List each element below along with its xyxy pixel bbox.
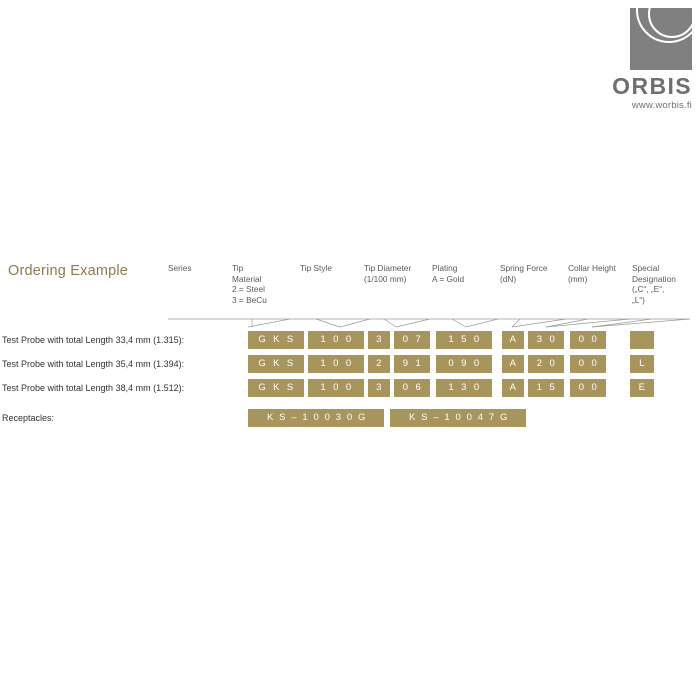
column-header-plating: Plating A = Gold [432, 263, 465, 284]
orbis-logo [588, 8, 692, 111]
cell-tip-diameter: 9 1 [394, 355, 430, 373]
logo-brand-name: ORBIS [612, 73, 692, 99]
cell-special-designation: L [630, 355, 654, 373]
logo-website-url: www.worbis.fi [631, 100, 692, 111]
column-header-tip-diameter: Tip Diameter (1/100 mm) [364, 263, 412, 284]
cell-tip-material: 1 0 0 [308, 379, 364, 397]
cell-tip-style: 2 [368, 355, 390, 373]
cell-receptacle-1: K S – 1 0 0 3 0 G [248, 409, 384, 427]
ordering-example-diagram [0, 245, 700, 445]
cell-collar-height: 3 0 [528, 331, 564, 349]
cell-spring-force: A [502, 331, 524, 349]
row-label: Test Probe with total Length 33,4 mm (1.315): [2, 335, 185, 345]
column-header-series: Series [168, 263, 192, 273]
cell-tip-material: 1 0 0 [308, 355, 364, 373]
cell-special-designation: E [630, 379, 654, 397]
row-label: Receptacles: [2, 413, 55, 423]
cell-series: G K S [248, 331, 304, 349]
cell-spring-force: A [502, 355, 524, 373]
cell-series: G K S [248, 355, 304, 373]
row-label: Test Probe with total Length 38,4 mm (1.512): [2, 383, 185, 393]
cell-collar-height: 2 0 [528, 355, 564, 373]
cell-special-code: 0 0 [570, 355, 606, 373]
cell-special-designation [630, 331, 654, 349]
cell-tip-style: 3 [368, 379, 390, 397]
column-header-tip-material: Tip Material 2 = Steel 3 = BeCu [232, 263, 267, 305]
cell-plating: 0 9 0 [436, 355, 492, 373]
cell-special-code: 0 0 [570, 331, 606, 349]
column-header-special-designation: Special Designation („C“, „E“, „L“) [632, 263, 676, 305]
cell-tip-material: 1 0 0 [308, 331, 364, 349]
column-header-collar-height: Collar Height (mm) [568, 263, 616, 284]
column-header-spring-force: Spring Force (dN) [500, 263, 548, 284]
row-label: Test Probe with total Length 35,4 mm (1.394): [2, 359, 185, 369]
cell-receptacle-2: K S – 1 0 0 4 7 G [390, 409, 526, 427]
cell-tip-diameter: 0 7 [394, 331, 430, 349]
cell-spring-force: A [502, 379, 524, 397]
orbis-arc-logo-icon [630, 8, 692, 70]
cell-tip-diameter: 0 6 [394, 379, 430, 397]
cell-plating: 1 5 0 [436, 331, 492, 349]
column-header-tip-style: Tip Style [300, 263, 332, 273]
cell-tip-style: 3 [368, 331, 390, 349]
cell-plating: 1 3 0 [436, 379, 492, 397]
cell-collar-height: 1 5 [528, 379, 564, 397]
cell-series: G K S [248, 379, 304, 397]
cell-special-code: 0 0 [570, 379, 606, 397]
page-title: Ordering Example [8, 263, 129, 279]
